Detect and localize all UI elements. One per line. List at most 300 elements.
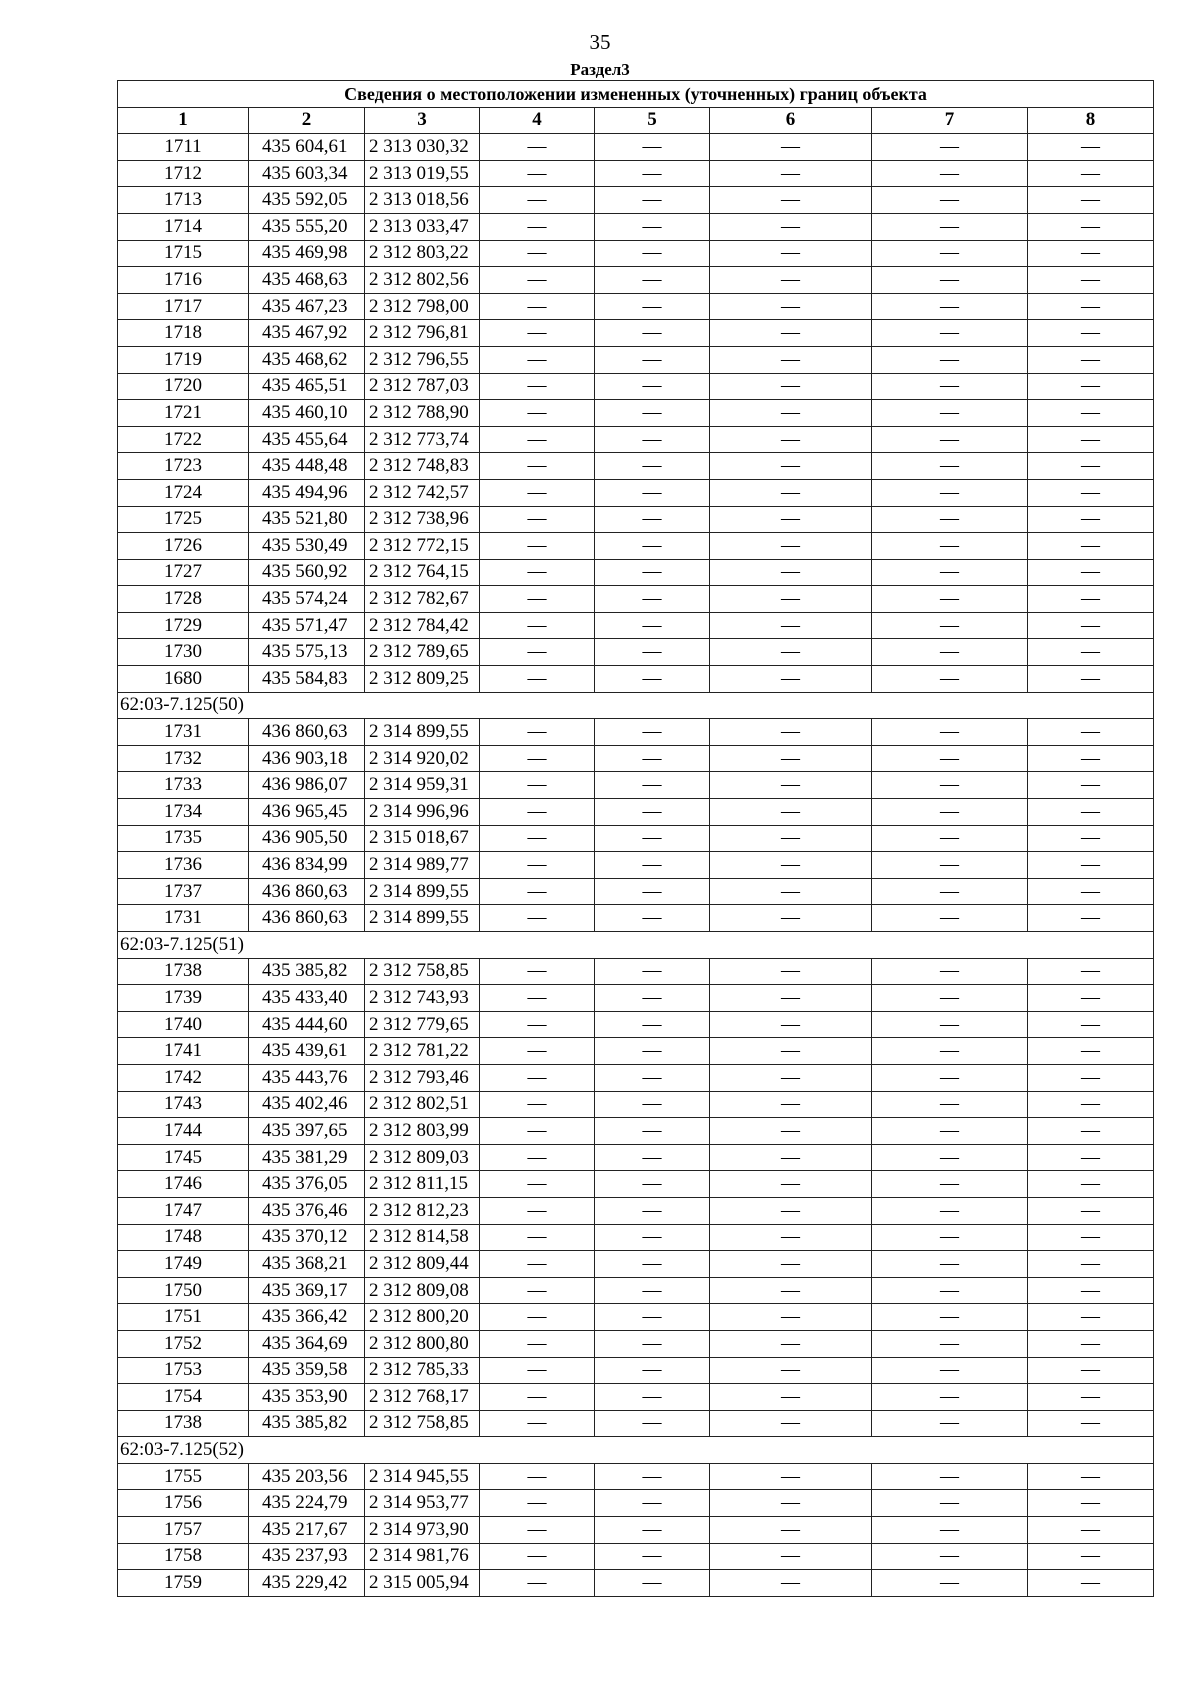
empty-value-dash: — xyxy=(480,1384,595,1411)
coordinate-y: 2 312 800,80 xyxy=(365,1330,480,1357)
coordinate-x: 435 574,24 xyxy=(249,586,365,613)
column-header: 4 xyxy=(480,107,595,134)
empty-value-dash: — xyxy=(872,612,1028,639)
coordinate-y: 2 312 742,57 xyxy=(365,479,480,506)
table-row xyxy=(118,187,1154,214)
coordinate-y: 2 312 773,74 xyxy=(365,426,480,453)
empty-value-dash: — xyxy=(872,1330,1028,1357)
empty-value-dash: — xyxy=(872,240,1028,267)
empty-value-dash: — xyxy=(1028,400,1154,427)
coordinate-y: 2 312 787,03 xyxy=(365,373,480,400)
empty-value-dash: — xyxy=(1028,852,1154,879)
empty-value-dash: — xyxy=(480,320,595,347)
empty-value-dash: — xyxy=(595,1118,710,1145)
table-row xyxy=(118,293,1154,320)
empty-value-dash: — xyxy=(710,479,872,506)
empty-value-dash: — xyxy=(1028,1064,1154,1091)
empty-value-dash: — xyxy=(480,400,595,427)
empty-value-dash: — xyxy=(872,1277,1028,1304)
table-row xyxy=(118,852,1154,879)
coordinate-x: 435 433,40 xyxy=(249,985,365,1012)
empty-value-dash: — xyxy=(595,1197,710,1224)
coordinate-y: 2 314 981,76 xyxy=(365,1543,480,1570)
empty-value-dash: — xyxy=(710,1517,872,1544)
empty-value-dash: — xyxy=(872,346,1028,373)
empty-value-dash: — xyxy=(480,985,595,1012)
empty-value-dash: — xyxy=(872,1304,1028,1331)
empty-value-dash: — xyxy=(710,612,872,639)
table-row xyxy=(118,506,1154,533)
empty-value-dash: — xyxy=(480,719,595,746)
empty-value-dash: — xyxy=(595,799,710,826)
coordinate-y: 2 312 811,15 xyxy=(365,1171,480,1198)
coordinate-x: 435 603,34 xyxy=(249,160,365,187)
point-number: 1729 xyxy=(118,612,249,639)
empty-value-dash: — xyxy=(710,1064,872,1091)
table-row xyxy=(118,878,1154,905)
empty-value-dash: — xyxy=(1028,825,1154,852)
coordinate-x: 436 905,50 xyxy=(249,825,365,852)
empty-value-dash: — xyxy=(595,1091,710,1118)
coordinate-y: 2 314 973,90 xyxy=(365,1517,480,1544)
empty-value-dash: — xyxy=(872,453,1028,480)
empty-value-dash: — xyxy=(595,267,710,294)
table-row xyxy=(118,1517,1154,1544)
empty-value-dash: — xyxy=(595,1357,710,1384)
table-row xyxy=(118,586,1154,613)
empty-value-dash: — xyxy=(710,1144,872,1171)
coordinate-x: 435 370,12 xyxy=(249,1224,365,1251)
coordinate-x: 435 494,96 xyxy=(249,479,365,506)
empty-value-dash: — xyxy=(595,1277,710,1304)
empty-value-dash: — xyxy=(710,400,872,427)
empty-value-dash: — xyxy=(595,719,710,746)
empty-value-dash: — xyxy=(872,958,1028,985)
coordinate-y: 2 314 996,96 xyxy=(365,799,480,826)
coordinate-y: 2 312 800,20 xyxy=(365,1304,480,1331)
empty-value-dash: — xyxy=(1028,1011,1154,1038)
empty-value-dash: — xyxy=(1028,745,1154,772)
coordinate-x: 435 555,20 xyxy=(249,213,365,240)
table-row xyxy=(118,453,1154,480)
point-number: 1732 xyxy=(118,745,249,772)
empty-value-dash: — xyxy=(872,1011,1028,1038)
coordinate-x: 435 439,61 xyxy=(249,1038,365,1065)
empty-value-dash: — xyxy=(872,134,1028,161)
empty-value-dash: — xyxy=(480,293,595,320)
empty-value-dash: — xyxy=(1028,213,1154,240)
column-header: 3 xyxy=(365,107,480,134)
coordinate-y: 2 312 772,15 xyxy=(365,533,480,560)
coordinate-y: 2 312 784,42 xyxy=(365,612,480,639)
empty-value-dash: — xyxy=(1028,453,1154,480)
parcel-number: 62:03-7.125(52) xyxy=(118,1437,1154,1464)
empty-value-dash: — xyxy=(1028,719,1154,746)
empty-value-dash: — xyxy=(1028,1171,1154,1198)
empty-value-dash: — xyxy=(595,533,710,560)
empty-value-dash: — xyxy=(872,1463,1028,1490)
table-row xyxy=(118,479,1154,506)
empty-value-dash: — xyxy=(710,293,872,320)
empty-value-dash: — xyxy=(1028,586,1154,613)
table-row xyxy=(118,1091,1154,1118)
empty-value-dash: — xyxy=(1028,1330,1154,1357)
empty-value-dash: — xyxy=(1028,612,1154,639)
empty-value-dash: — xyxy=(595,745,710,772)
empty-value-dash: — xyxy=(1028,1304,1154,1331)
empty-value-dash: — xyxy=(872,772,1028,799)
empty-value-dash: — xyxy=(710,1197,872,1224)
empty-value-dash: — xyxy=(595,1410,710,1437)
coordinate-y: 2 312 758,85 xyxy=(365,958,480,985)
empty-value-dash: — xyxy=(480,852,595,879)
empty-value-dash: — xyxy=(710,240,872,267)
table-row xyxy=(118,213,1154,240)
coordinate-x: 435 376,46 xyxy=(249,1197,365,1224)
empty-value-dash: — xyxy=(1028,958,1154,985)
table-row xyxy=(118,1144,1154,1171)
table-row xyxy=(118,799,1154,826)
table-row xyxy=(118,1064,1154,1091)
empty-value-dash: — xyxy=(710,1304,872,1331)
coordinate-x: 435 203,56 xyxy=(249,1463,365,1490)
empty-value-dash: — xyxy=(480,240,595,267)
point-number: 1738 xyxy=(118,1410,249,1437)
empty-value-dash: — xyxy=(1028,160,1154,187)
coordinate-x: 435 530,49 xyxy=(249,533,365,560)
empty-value-dash: — xyxy=(710,213,872,240)
empty-value-dash: — xyxy=(872,1224,1028,1251)
empty-value-dash: — xyxy=(480,1064,595,1091)
empty-value-dash: — xyxy=(480,612,595,639)
coordinate-x: 436 860,63 xyxy=(249,905,365,932)
coordinate-y: 2 312 789,65 xyxy=(365,639,480,666)
empty-value-dash: — xyxy=(480,187,595,214)
empty-value-dash: — xyxy=(872,1144,1028,1171)
empty-value-dash: — xyxy=(1028,134,1154,161)
empty-value-dash: — xyxy=(710,1277,872,1304)
coordinate-x: 435 604,61 xyxy=(249,134,365,161)
table-row xyxy=(118,533,1154,560)
column-header: 7 xyxy=(872,107,1028,134)
point-number: 1680 xyxy=(118,666,249,693)
table-row xyxy=(118,1384,1154,1411)
point-number: 1723 xyxy=(118,453,249,480)
empty-value-dash: — xyxy=(710,905,872,932)
empty-value-dash: — xyxy=(595,453,710,480)
empty-value-dash: — xyxy=(480,772,595,799)
coordinate-x: 435 448,48 xyxy=(249,453,365,480)
coordinate-y: 2 314 945,55 xyxy=(365,1463,480,1490)
empty-value-dash: — xyxy=(480,1091,595,1118)
empty-value-dash: — xyxy=(872,1251,1028,1278)
point-number: 1731 xyxy=(118,719,249,746)
empty-value-dash: — xyxy=(872,426,1028,453)
empty-value-dash: — xyxy=(1028,1570,1154,1597)
point-number: 1745 xyxy=(118,1144,249,1171)
empty-value-dash: — xyxy=(710,852,872,879)
point-number: 1725 xyxy=(118,506,249,533)
empty-value-dash: — xyxy=(595,1144,710,1171)
point-number: 1730 xyxy=(118,639,249,666)
empty-value-dash: — xyxy=(595,1251,710,1278)
coordinate-y: 2 315 005,94 xyxy=(365,1570,480,1597)
table-row xyxy=(118,1224,1154,1251)
empty-value-dash: — xyxy=(480,160,595,187)
point-number: 1727 xyxy=(118,559,249,586)
coordinate-x: 435 575,13 xyxy=(249,639,365,666)
table-row xyxy=(118,373,1154,400)
empty-value-dash: — xyxy=(480,1543,595,1570)
empty-value-dash: — xyxy=(872,320,1028,347)
coordinate-y: 2 312 809,03 xyxy=(365,1144,480,1171)
empty-value-dash: — xyxy=(595,1384,710,1411)
empty-value-dash: — xyxy=(1028,1463,1154,1490)
point-number: 1719 xyxy=(118,346,249,373)
empty-value-dash: — xyxy=(480,453,595,480)
coordinate-x: 436 965,45 xyxy=(249,799,365,826)
coordinate-x: 435 469,98 xyxy=(249,240,365,267)
table-row xyxy=(118,719,1154,746)
empty-value-dash: — xyxy=(872,213,1028,240)
coordinate-y: 2 312 743,93 xyxy=(365,985,480,1012)
boundary-table xyxy=(117,80,1154,1597)
empty-value-dash: — xyxy=(710,1091,872,1118)
empty-value-dash: — xyxy=(1028,1091,1154,1118)
empty-value-dash: — xyxy=(595,213,710,240)
coordinate-y: 2 312 788,90 xyxy=(365,400,480,427)
empty-value-dash: — xyxy=(595,985,710,1012)
coordinate-x: 435 224,79 xyxy=(249,1490,365,1517)
empty-value-dash: — xyxy=(595,1011,710,1038)
point-number: 1741 xyxy=(118,1038,249,1065)
empty-value-dash: — xyxy=(480,1357,595,1384)
empty-value-dash: — xyxy=(1028,240,1154,267)
table-row xyxy=(118,825,1154,852)
point-number: 1713 xyxy=(118,187,249,214)
table-row xyxy=(118,905,1154,932)
coordinate-x: 435 571,47 xyxy=(249,612,365,639)
coordinate-y: 2 312 802,51 xyxy=(365,1091,480,1118)
point-number: 1747 xyxy=(118,1197,249,1224)
coordinate-y: 2 312 785,33 xyxy=(365,1357,480,1384)
column-header: 6 xyxy=(710,107,872,134)
point-number: 1737 xyxy=(118,878,249,905)
point-number: 1735 xyxy=(118,825,249,852)
point-number: 1738 xyxy=(118,958,249,985)
empty-value-dash: — xyxy=(480,878,595,905)
empty-value-dash: — xyxy=(710,1384,872,1411)
empty-value-dash: — xyxy=(710,1330,872,1357)
empty-value-dash: — xyxy=(710,187,872,214)
empty-value-dash: — xyxy=(1028,1038,1154,1065)
empty-value-dash: — xyxy=(872,1543,1028,1570)
table-row xyxy=(118,1330,1154,1357)
coordinate-x: 435 229,42 xyxy=(249,1570,365,1597)
coordinate-x: 435 237,93 xyxy=(249,1543,365,1570)
empty-value-dash: — xyxy=(710,559,872,586)
empty-value-dash: — xyxy=(872,160,1028,187)
empty-value-dash: — xyxy=(872,187,1028,214)
point-number: 1715 xyxy=(118,240,249,267)
empty-value-dash: — xyxy=(710,267,872,294)
empty-value-dash: — xyxy=(480,373,595,400)
group-row xyxy=(118,1437,1154,1464)
empty-value-dash: — xyxy=(595,1224,710,1251)
empty-value-dash: — xyxy=(872,1064,1028,1091)
empty-value-dash: — xyxy=(1028,1118,1154,1145)
empty-value-dash: — xyxy=(480,1011,595,1038)
point-number: 1758 xyxy=(118,1543,249,1570)
table-row xyxy=(118,1357,1154,1384)
table-row xyxy=(118,1463,1154,1490)
empty-value-dash: — xyxy=(710,426,872,453)
table-row xyxy=(118,772,1154,799)
empty-value-dash: — xyxy=(595,958,710,985)
empty-value-dash: — xyxy=(595,134,710,161)
empty-value-dash: — xyxy=(480,1224,595,1251)
coordinate-y: 2 312 802,56 xyxy=(365,267,480,294)
empty-value-dash: — xyxy=(595,666,710,693)
empty-value-dash: — xyxy=(1028,772,1154,799)
coordinate-x: 435 592,05 xyxy=(249,187,365,214)
empty-value-dash: — xyxy=(1028,320,1154,347)
coordinate-y: 2 312 748,83 xyxy=(365,453,480,480)
empty-value-dash: — xyxy=(595,187,710,214)
empty-value-dash: — xyxy=(1028,293,1154,320)
coordinate-x: 435 467,92 xyxy=(249,320,365,347)
point-number: 1720 xyxy=(118,373,249,400)
coordinate-x: 435 353,90 xyxy=(249,1384,365,1411)
point-number: 1756 xyxy=(118,1490,249,1517)
empty-value-dash: — xyxy=(595,240,710,267)
empty-value-dash: — xyxy=(710,320,872,347)
empty-value-dash: — xyxy=(480,1171,595,1198)
empty-value-dash: — xyxy=(480,1251,595,1278)
point-number: 1740 xyxy=(118,1011,249,1038)
empty-value-dash: — xyxy=(480,426,595,453)
column-header: 8 xyxy=(1028,107,1154,134)
empty-value-dash: — xyxy=(595,586,710,613)
empty-value-dash: — xyxy=(595,825,710,852)
table-row xyxy=(118,346,1154,373)
point-number: 1712 xyxy=(118,160,249,187)
point-number: 1728 xyxy=(118,586,249,613)
coordinate-x: 435 455,64 xyxy=(249,426,365,453)
coordinate-y: 2 314 899,55 xyxy=(365,905,480,932)
empty-value-dash: — xyxy=(1028,533,1154,560)
table-row xyxy=(118,320,1154,347)
empty-value-dash: — xyxy=(872,1357,1028,1384)
table-row xyxy=(118,1038,1154,1065)
coordinate-x: 435 359,58 xyxy=(249,1357,365,1384)
coordinate-x: 435 397,65 xyxy=(249,1118,365,1145)
empty-value-dash: — xyxy=(595,1304,710,1331)
empty-value-dash: — xyxy=(480,1490,595,1517)
empty-value-dash: — xyxy=(872,1410,1028,1437)
column-header-row xyxy=(118,107,1154,134)
table-row xyxy=(118,1570,1154,1597)
empty-value-dash: — xyxy=(710,1171,872,1198)
point-number: 1753 xyxy=(118,1357,249,1384)
empty-value-dash: — xyxy=(1028,426,1154,453)
coordinate-y: 2 312 793,46 xyxy=(365,1064,480,1091)
empty-value-dash: — xyxy=(595,852,710,879)
empty-value-dash: — xyxy=(872,985,1028,1012)
coordinate-y: 2 312 814,58 xyxy=(365,1224,480,1251)
empty-value-dash: — xyxy=(595,400,710,427)
coordinate-x: 435 368,21 xyxy=(249,1251,365,1278)
coordinate-x: 435 465,51 xyxy=(249,373,365,400)
coordinate-x: 435 460,10 xyxy=(249,400,365,427)
coordinate-y: 2 312 812,23 xyxy=(365,1197,480,1224)
empty-value-dash: — xyxy=(710,1357,872,1384)
coordinate-x: 435 376,05 xyxy=(249,1171,365,1198)
table-row xyxy=(118,1118,1154,1145)
column-header: 2 xyxy=(249,107,365,134)
empty-value-dash: — xyxy=(1028,1490,1154,1517)
coordinate-y: 2 314 953,77 xyxy=(365,1490,480,1517)
point-number: 1726 xyxy=(118,533,249,560)
empty-value-dash: — xyxy=(872,719,1028,746)
empty-value-dash: — xyxy=(480,745,595,772)
empty-value-dash: — xyxy=(710,1224,872,1251)
point-number: 1742 xyxy=(118,1064,249,1091)
empty-value-dash: — xyxy=(595,612,710,639)
coordinate-x: 435 381,29 xyxy=(249,1144,365,1171)
table-row xyxy=(118,1304,1154,1331)
empty-value-dash: — xyxy=(710,373,872,400)
coordinate-y: 2 312 782,67 xyxy=(365,586,480,613)
parcel-number: 62:03-7.125(51) xyxy=(118,932,1154,959)
table-row xyxy=(118,1171,1154,1198)
point-number: 1759 xyxy=(118,1570,249,1597)
empty-value-dash: — xyxy=(1028,346,1154,373)
empty-value-dash: — xyxy=(710,506,872,533)
group-row xyxy=(118,692,1154,719)
empty-value-dash: — xyxy=(595,905,710,932)
coordinate-x: 436 860,63 xyxy=(249,878,365,905)
empty-value-dash: — xyxy=(1028,267,1154,294)
empty-value-dash: — xyxy=(872,293,1028,320)
group-row xyxy=(118,932,1154,959)
point-number: 1711 xyxy=(118,134,249,161)
empty-value-dash: — xyxy=(710,1543,872,1570)
point-number: 1750 xyxy=(118,1277,249,1304)
column-header: 1 xyxy=(118,107,249,134)
coordinate-y: 2 313 018,56 xyxy=(365,187,480,214)
empty-value-dash: — xyxy=(595,878,710,905)
empty-value-dash: — xyxy=(710,1251,872,1278)
coordinate-x: 435 385,82 xyxy=(249,958,365,985)
empty-value-dash: — xyxy=(595,479,710,506)
coordinate-x: 435 369,17 xyxy=(249,1277,365,1304)
point-number: 1748 xyxy=(118,1224,249,1251)
empty-value-dash: — xyxy=(1028,1543,1154,1570)
empty-value-dash: — xyxy=(710,1490,872,1517)
empty-value-dash: — xyxy=(872,586,1028,613)
empty-value-dash: — xyxy=(1028,1384,1154,1411)
coordinate-y: 2 314 959,31 xyxy=(365,772,480,799)
point-number: 1714 xyxy=(118,213,249,240)
table-row xyxy=(118,1410,1154,1437)
coordinate-y: 2 313 033,47 xyxy=(365,213,480,240)
coordinate-y: 2 315 018,67 xyxy=(365,825,480,852)
section-title: Раздел3 xyxy=(570,60,630,79)
point-number: 1733 xyxy=(118,772,249,799)
empty-value-dash: — xyxy=(595,1543,710,1570)
empty-value-dash: — xyxy=(480,506,595,533)
